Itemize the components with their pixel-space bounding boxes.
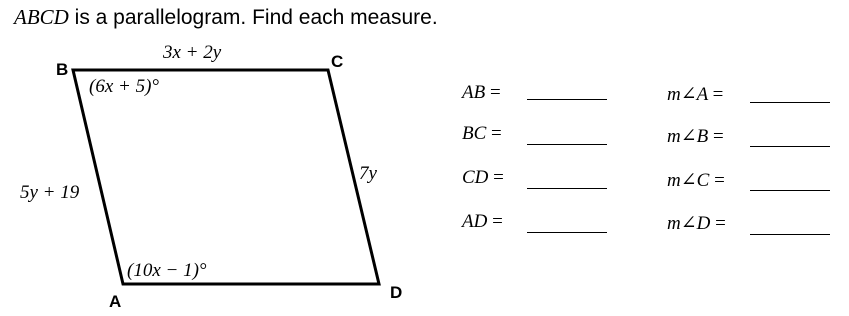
question-angle-a [667,84,723,106]
equals-sign: = [491,123,502,144]
question-ad [462,211,503,233]
equals-sign: = [493,167,504,188]
question-angle-a-label: m∠A [667,84,708,105]
question-ad-label: AD [462,211,488,232]
question-cd-label: CD [462,167,489,188]
parallelogram-shape [73,70,379,284]
question-angle-d [667,213,726,235]
title-text: is a parallelogram. Find each measure. [68,6,438,29]
question-bc [462,123,502,145]
question-ab-label: AB [462,82,486,103]
question-ab [462,82,501,104]
title-variable: ABCD [14,5,69,29]
answer-blank-angle-b[interactable] [750,146,830,147]
equals-sign: = [714,170,725,191]
vertex-a-label: A [109,292,122,311]
equals-sign: = [492,211,503,232]
answer-blank-bc[interactable] [527,144,607,145]
question-cd [462,167,504,189]
equals-sign: = [715,213,726,234]
equals-sign: = [713,126,724,147]
answer-blank-cd[interactable] [527,188,607,189]
answer-blank-angle-c[interactable] [750,190,830,191]
answer-blank-angle-a[interactable] [750,102,830,103]
answer-blank-ad[interactable] [527,232,607,233]
question-bc-label: BC [462,123,487,144]
question-angle-c [667,170,725,192]
answer-blank-angle-d[interactable] [750,234,830,235]
side-cd-expression: 7y [359,163,377,184]
angle-a-expression: (10x − 1)° [127,260,207,281]
question-angle-b-label: m∠B [667,126,709,147]
vertex-d-label: D [390,283,403,302]
equals-sign: = [489,82,501,103]
question-angle-d-label: m∠D [667,213,711,234]
answer-blank-ab[interactable] [527,99,607,100]
equals-sign: = [712,84,724,105]
question-angle-b [667,126,724,148]
angle-b-expression: (6x + 5)° [89,76,160,97]
side-ab-expression: 5y + 19 [20,182,80,203]
question-angle-c-label: m∠C [667,170,710,191]
vertex-c-label: C [331,52,344,71]
vertex-b-label: B [56,60,69,79]
side-bc-expression: 3x + 2y [163,42,222,63]
